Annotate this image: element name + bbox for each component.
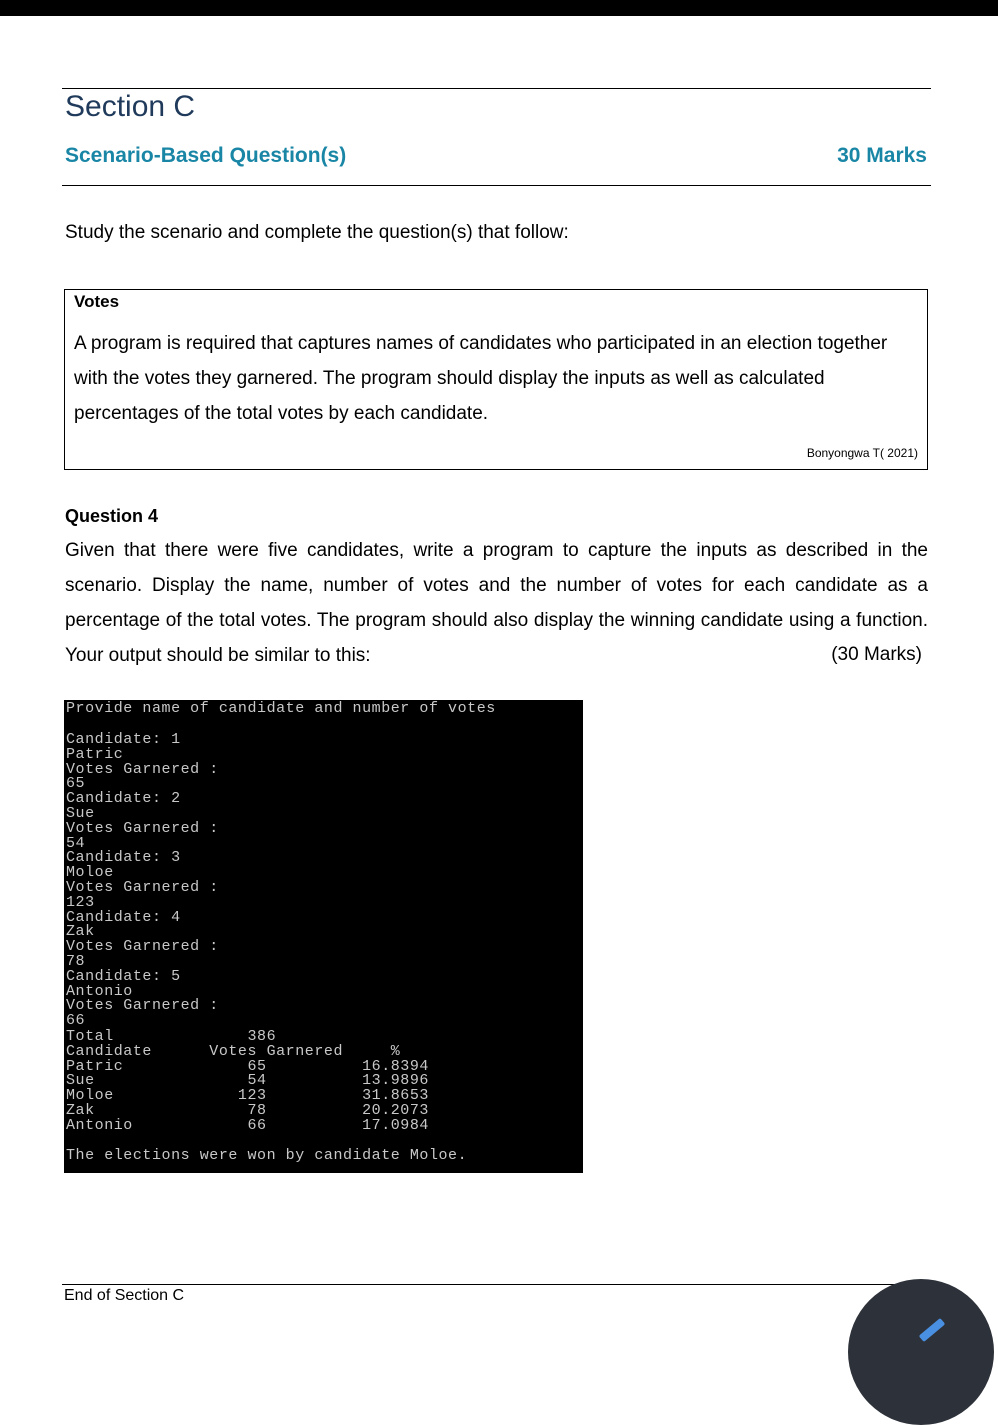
edit-fab-button[interactable] [848,1279,994,1425]
console-entries: Candidate: 1 Patric Votes Garnered : 65 Candidate: 2 Sue Votes Garnered : 54 Candidate: 3 Moloe Votes Garnered : 123 Candidate: 4 Zak Votes Garnered : 78 Candidate: 5 Antonio Votes Garnered : 66 [66,731,219,1030]
top-status-bar [0,0,998,16]
end-of-section-text: End of Section C [64,1287,185,1304]
question-body: Given that there were five candidates, write a program to capture the inputs as described in the scenario. Display the name, number of votes and the number of votes for each candidate as a percentage of the total votes. The program should also display the winning candidate using a function. Your output should be similar to this: [65,540,928,666]
scenario-box [64,289,928,470]
header-bottom-rule [62,185,931,186]
scenario-credit: Bonyongwa T( 2021) [806,446,918,460]
section-subtitle: Scenario-Based Question(s) [65,144,347,167]
scenario-body: A program is required that captures names of candidates who participated in an election together with the votes they garnered. The program should display the inputs as well as calculated percentages of the total votes by each candidate. [74,333,888,424]
question-marks: (30 Marks) [831,644,922,665]
question-heading: Question 4 [65,506,159,526]
console-output [64,700,583,1173]
console-results-table: Total 386 Candidate Votes Garnered % Patric 65 16.8394 Sue 54 13.9896 Moloe 123 31.8653 Zak 78 20.2073 Antonio 66 17.0984 [66,1028,429,1134]
console-winner-line: The elections were won by candidate Moloe. [66,1147,468,1164]
header-top-rule [62,88,931,89]
instruction-text: Study the scenario and complete the question(s) that follow: [65,222,569,243]
section-title: Section C [65,90,196,123]
console-header: Provide name of candidate and number of votes [66,700,496,717]
section-marks: 30 Marks [837,144,927,167]
footer-rule [62,1284,931,1285]
scenario-title: Votes [74,292,120,311]
